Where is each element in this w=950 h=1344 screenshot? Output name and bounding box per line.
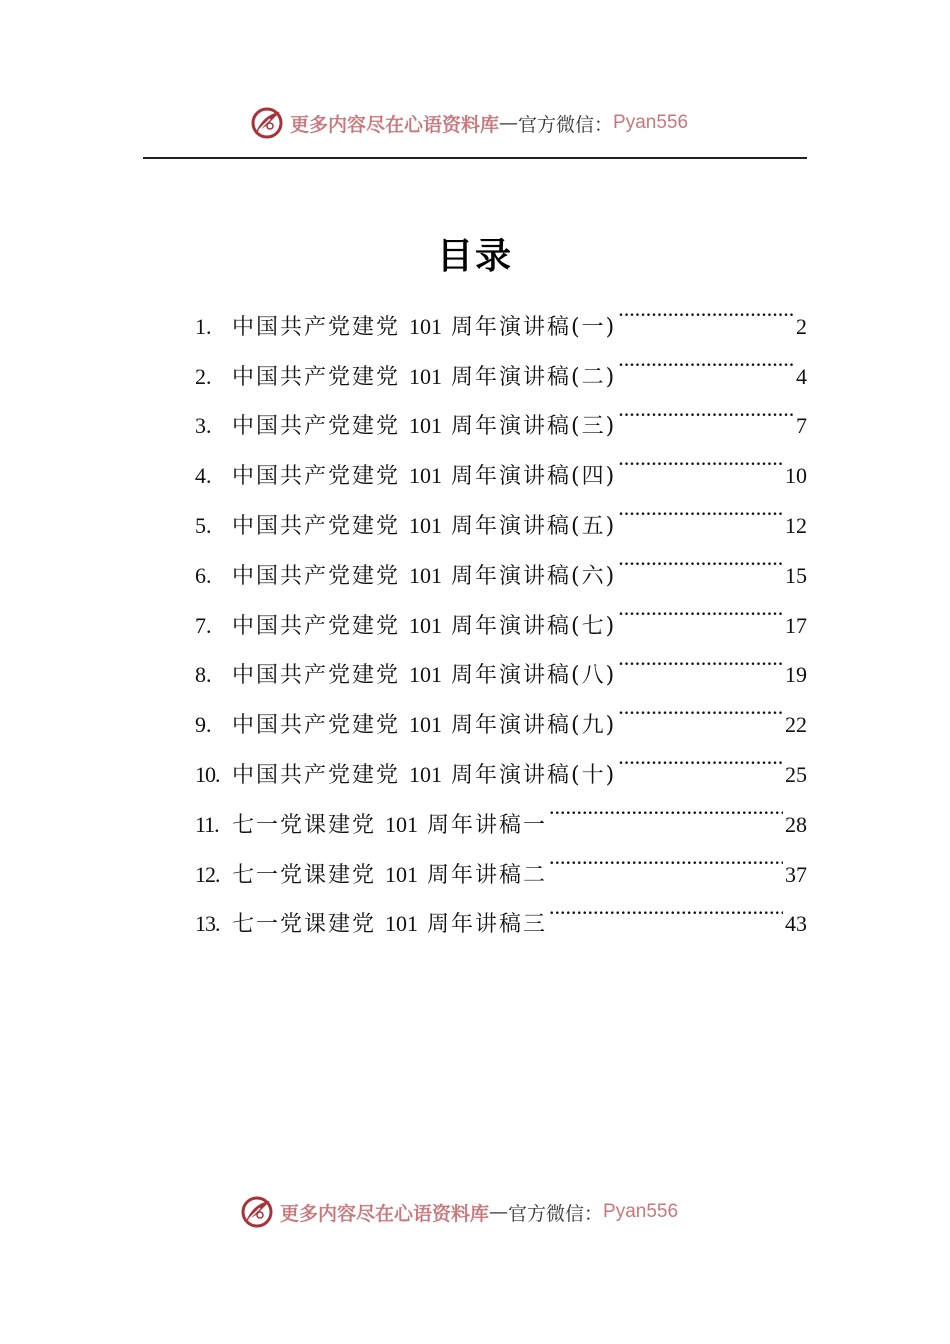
toc-entry-title-year: 101 (409, 363, 443, 389)
toc-entry-title-suffix: 周年讲稿一 (427, 812, 548, 838)
header-brand-text: 更多内容尽在心语资料库 (290, 113, 500, 136)
toc-entry-title-year: 101 (409, 512, 443, 538)
toc-entry-title-year: 101 (409, 712, 443, 738)
toc-entry-title (232, 451, 616, 502)
toc-entry-title-prefix: 中国共产党建党 (232, 713, 401, 739)
toc-entry-title-year: 101 (409, 662, 443, 688)
toc-entry-page-number: 25 (785, 761, 807, 787)
toc-entry-title-prefix: 中国共产党建党 (232, 563, 401, 589)
toc-entry-title-prefix: 七一党课建党 (232, 812, 377, 838)
toc-entry-page-number: 19 (785, 662, 807, 688)
toc-entry-dot-leader (618, 633, 783, 683)
toc-entry-title-year: 101 (385, 911, 419, 937)
toc-entry-dot-leader (618, 284, 794, 334)
toc-entry-title-year: 101 (409, 612, 443, 638)
toc-entry-title (232, 601, 616, 652)
toc-entry-number: 7. (195, 612, 212, 638)
pen-logo-icon (250, 106, 284, 140)
toc-entry-number: 4. (195, 463, 212, 489)
toc-list (195, 284, 807, 938)
toc-entry-page-number: 10 (785, 463, 807, 489)
toc-entry-title-year: 101 (409, 313, 443, 339)
toc-entry-title-suffix: 周年演讲稿(三) (451, 414, 617, 440)
toc-entry-title-suffix: 周年演讲稿(六) (451, 563, 617, 589)
toc-entry-title (232, 501, 616, 552)
toc-entry-title-suffix: 周年演讲稿(二) (451, 364, 617, 390)
toc-entry-number: 13. (195, 911, 220, 937)
toc-entry-page-number: 22 (785, 712, 807, 738)
toc-entry-title-suffix: 周年演讲稿(七) (451, 613, 617, 639)
toc-entry[interactable] (195, 284, 807, 340)
pen-logo-icon (240, 1195, 274, 1229)
toc-entry-title-suffix: 周年讲稿二 (427, 862, 548, 888)
toc-entry-title (232, 850, 547, 901)
toc-entry-title-prefix: 七一党课建党 (232, 862, 377, 888)
toc-entry-title-prefix: 中国共产党建党 (232, 613, 401, 639)
toc-entry-dot-leader (618, 682, 783, 732)
toc-entry-title (232, 899, 547, 950)
toc-entry-dot-leader (618, 384, 794, 434)
footer-brand-text: 更多内容尽在心语资料库 (280, 1202, 490, 1225)
toc-entry-title (232, 401, 616, 452)
toc-entry-title-suffix: 周年讲稿三 (427, 912, 548, 938)
footer-banner-text (280, 1199, 678, 1226)
toc-entry-title-prefix: 中国共产党建党 (232, 314, 401, 340)
header-wechat-id: Pyan556 (613, 112, 689, 133)
toc-entry-number: 2. (195, 363, 212, 389)
toc-entry-page-number: 12 (785, 512, 807, 538)
toc-entry-number: 12. (195, 861, 220, 887)
toc-entry-title-year: 101 (385, 811, 419, 837)
toc-entry-page-number: 28 (785, 811, 807, 837)
header-banner-text (290, 110, 688, 137)
footer-separator: — (489, 1201, 509, 1223)
toc-entry-number: 5. (195, 512, 212, 538)
toc-entry-title (232, 551, 616, 602)
toc-entry-page-number: 7 (796, 413, 807, 439)
toc-entry-title (232, 650, 616, 701)
toc-title: 目录 (436, 235, 513, 277)
toc-entry-dot-leader (618, 583, 783, 633)
toc-entry-page-number: 43 (785, 911, 807, 937)
header-official-label: 官方微信： (518, 113, 614, 136)
toc-entry-dot-leader (618, 433, 783, 483)
toc-entry-title-prefix: 中国共产党建党 (232, 762, 401, 788)
toc-entry-title-suffix: 周年演讲稿(五) (451, 513, 617, 539)
toc-entry-title-prefix: 中国共产党建党 (232, 414, 401, 440)
footer-official-label: 官方微信： (508, 1202, 604, 1225)
header-banner (250, 103, 688, 143)
toc-entry-title-year: 101 (409, 413, 443, 439)
toc-entry-number: 6. (195, 562, 212, 588)
toc-entry-title (232, 352, 616, 403)
toc-entry-title-year: 101 (385, 861, 419, 887)
toc-entry-dot-leader (549, 832, 783, 882)
toc-entry-number: 3. (195, 413, 212, 439)
toc-entry-page-number: 17 (785, 612, 807, 638)
toc-entry-title-suffix: 周年演讲稿(八) (451, 663, 617, 689)
toc-entry-title-year: 101 (409, 761, 443, 787)
toc-entry-title-suffix: 周年演讲稿(十) (451, 762, 617, 788)
footer-banner (240, 1192, 678, 1232)
toc-entry-page-number: 15 (785, 562, 807, 588)
footer-wechat-id: Pyan556 (603, 1201, 679, 1222)
toc-entry-number: 9. (195, 712, 212, 738)
toc-entry-dot-leader (618, 533, 783, 583)
toc-entry-title-suffix: 周年演讲稿(四) (451, 464, 617, 490)
toc-entry-dot-leader (618, 483, 783, 533)
toc-entry-number: 10. (195, 761, 220, 787)
toc-entry-title-year: 101 (409, 463, 443, 489)
toc-entry-dot-leader (618, 334, 794, 384)
toc-entry-title (232, 302, 616, 353)
toc-entry-title-year: 101 (409, 562, 443, 588)
header-separator: — (499, 112, 519, 134)
toc-entry-title-prefix: 中国共产党建党 (232, 663, 401, 689)
toc-entry-title-prefix: 中国共产党建党 (232, 513, 401, 539)
toc-entry-page-number: 2 (796, 313, 807, 339)
header-divider (143, 157, 807, 159)
toc-entry-title-prefix: 中国共产党建党 (232, 464, 401, 490)
toc-entry-page-number: 37 (785, 861, 807, 887)
toc-entry-dot-leader (618, 732, 783, 782)
toc-entry-title-prefix: 中国共产党建党 (232, 364, 401, 390)
toc-entry-number: 11. (195, 811, 219, 837)
toc-entry-number: 8. (195, 662, 212, 688)
toc-entry-title (232, 800, 547, 851)
toc-entry-title (232, 700, 616, 751)
toc-entry-dot-leader (549, 782, 783, 832)
toc-entry-title-suffix: 周年演讲稿(九) (451, 713, 617, 739)
toc-entry-dot-leader (549, 882, 783, 932)
toc-entry-title-prefix: 七一党课建党 (232, 912, 377, 938)
toc-entry-title-suffix: 周年演讲稿(一) (451, 314, 617, 340)
toc-entry-number: 1. (195, 313, 212, 339)
toc-entry-page-number: 4 (796, 363, 807, 389)
